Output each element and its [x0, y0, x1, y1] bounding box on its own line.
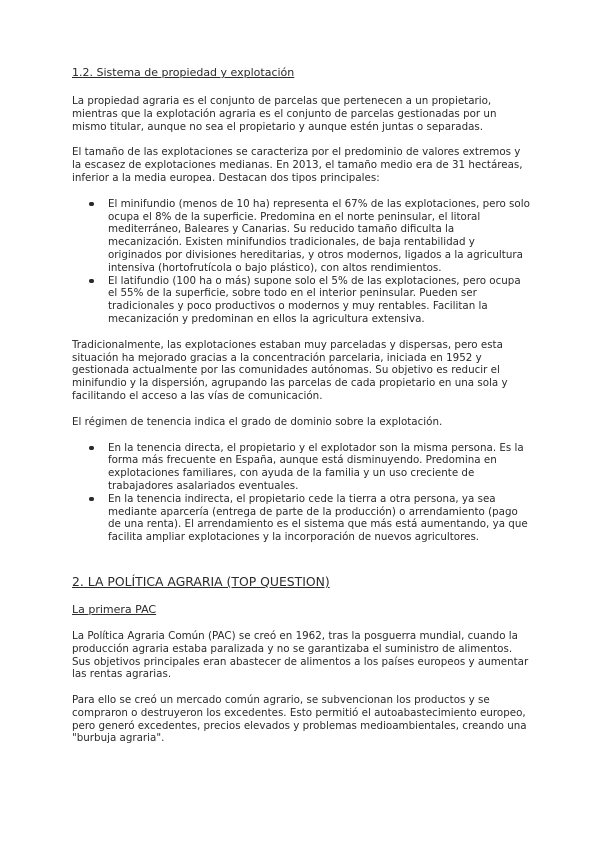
section-1-2-heading: 1.2. Sistema de propiedad y explotación [72, 66, 295, 79]
paragraph-pac-measures: Para ello se creó un mercado común agrario, se subvencionan los productos y se compraron o destruyeron los excedentes. Esto permitió el autoabastecimiento europeo, pero generó excedentes, precios elevados y problemas medioambientales, creando una "burbuja agraria". [72, 694, 527, 745]
tenure-types-list [72, 442, 530, 544]
farm-types-list [72, 198, 530, 326]
paragraph-farm-size: El tamaño de las explotaciones se caracteriza por el predominio de valores extremos y la escasez de explotaciones medianas. En 2013, el tamaño medio era de 31 hectáreas, inferior a la media europea. Destacan dos tipos principales: [72, 146, 523, 184]
document-page [72, 66, 530, 745]
section-2-heading: 2. LA POLÍTICA AGRARIA (TOP QUESTION) [72, 573, 330, 589]
list-item-indirect-tenure: En la tenencia indirecta, el propietario cede la tierra a otra persona, ya sea mediante aparcería (entrega de parte de la producción) o arrendamiento (pago de una renta). El arrendamiento es el sistema que más está aumentando, ya que facilita ampliar explotaciones y la incorporación de nuevos agricultores. [108, 493, 530, 544]
paragraph-pac-origin: La Política Agraria Común (PAC) se creó en 1962, tras la posguerra mundial, cuando la producción agraria estaba paralizada y no se garantizaba el suministro de alimentos. Sus objetivos principales eran abastecer de alimentos a los países europeos y aumentar las rentas agrarias. [72, 629, 529, 681]
first-pac-subheading: La primera PAC [72, 602, 157, 616]
list-item-direct-tenure: En la tenencia directa, el propietario y el explotador son la misma persona. Es la forma más frecuente en España, aunque está disminuyendo. Predomina en explotaciones familiares, con ayuda de la familia y un uso creciente de trabajadores asalariados eventuales. [108, 442, 530, 493]
paragraph-tenure-regime: El régimen de tenencia indica el grado de dominio sobre la explotación. [72, 415, 443, 428]
paragraph-property-definition: La propiedad agraria es el conjunto de parcelas que pertenecen a un propietario, mientras que la explotación agraria es el conjunto de parcelas gestionadas por un mismo titular, aunque no sea el propietario y aunque estén juntas o separadas. [72, 95, 497, 133]
list-item-latifundio: El latifundio (100 ha o más) supone solo el 5% de las explotaciones, pero ocupa el 55% de la superficie, sobre todo en el interior peninsular. Pueden ser tradicionales y poco productivos o modernos y muy rentables. Facilitan la mecanización y predominan en ellos la agricultura extensiva. [108, 275, 530, 326]
paragraph-land-consolidation: Tradicionalmente, las explotaciones estaban muy parceladas y dispersas, pero esta situación ha mejorado gracias a la concentración parcelaria, iniciada en 1952 y gestionada actualmente por las comunidades autónomas. Su objetivo es reducir el minifundio y la dispersión, agrupando las parcelas de cada propietario en una sola y facilitando el acceso a las vías de comunicación. [72, 338, 508, 402]
list-item-minifundio: El minifundio (menos de 10 ha) representa el 67% de las explotaciones, pero solo ocupa el 8% de la superficie. Predomina en el norte peninsular, el litoral mediterráneo, Baleares y Canarias. Su reducido tamaño dificulta la mecanización. Existen minifundios tradicionales, de baja rentabilidad y originados por divisiones hereditarias, y otros modernos, ligados a la agricultura intensiva (hortofrutícola o bajo plástico), con altos rendimientos. [108, 197, 530, 274]
